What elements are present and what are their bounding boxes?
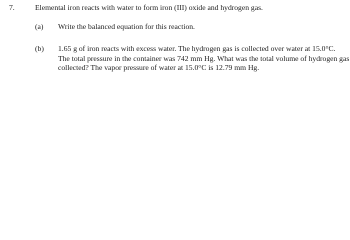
part-b-line: collected? The vapor pressure of water at 15.0°C is 12.79 mm Hg. (58, 63, 260, 73)
part-a-text (58, 22, 348, 32)
part-b-label: (b) (35, 44, 44, 53)
question-number: 7. (9, 3, 15, 12)
part-a-label: (a) (35, 22, 44, 31)
part-a-line: Write the balanced equation for this reaction. (58, 22, 195, 31)
part-b-text (58, 44, 348, 73)
question-page (0, 0, 350, 81)
part-b-line: The total pressure in the container was 742 mm Hg. What was the total volume of hydrogen gas (58, 53, 350, 63)
part-b-line: 1.65 g of iron reacts with excess water. The hydrogen gas is collected over water at 15.0°C. (58, 44, 336, 53)
question-stem: Elemental iron reacts with water to form iron (III) oxide and hydrogen gas. (35, 3, 263, 12)
